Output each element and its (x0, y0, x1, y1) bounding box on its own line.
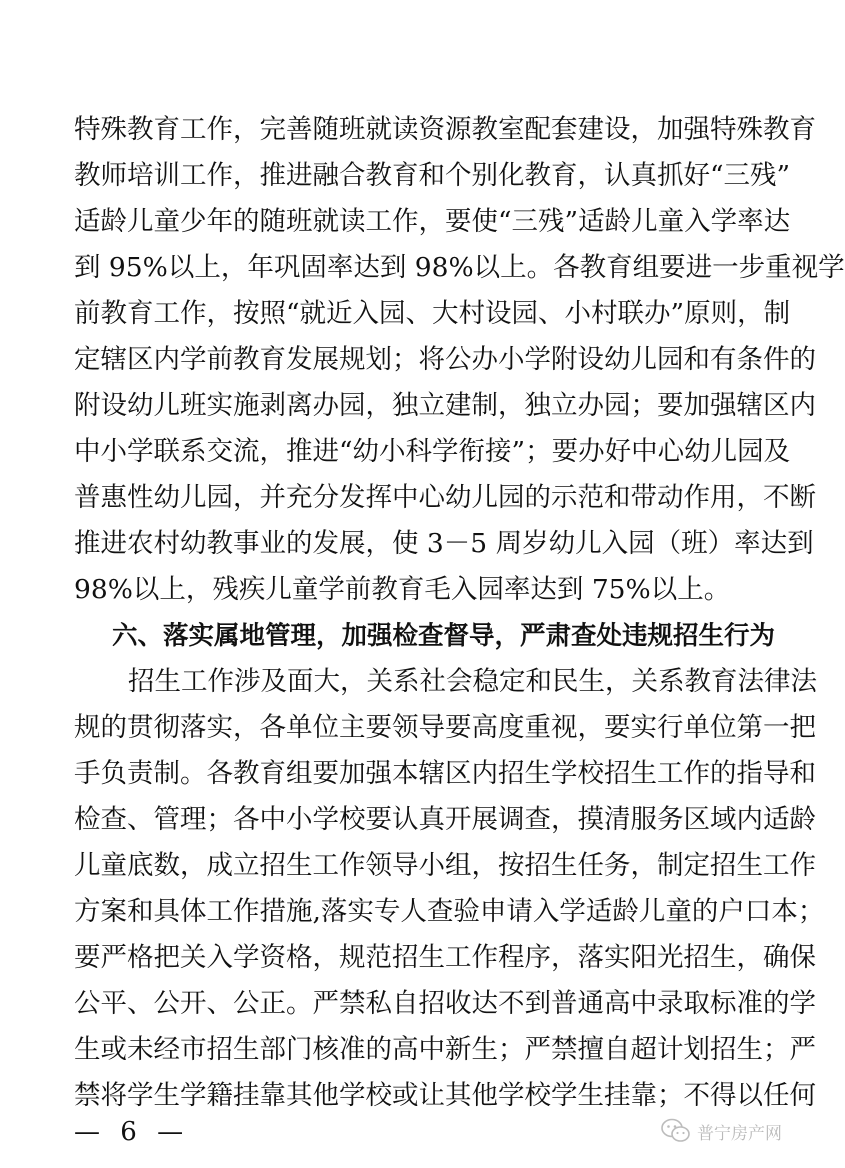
paragraph-line: 检查、管理；各中小学校要认真开展调查，摸清服务区域内适龄 (74, 804, 816, 835)
section-heading: 六、落实属地管理，加强检查督导，严肃查处违规招生行为 (112, 621, 776, 651)
paragraph-line: 附设幼儿班实施剥离办园，独立建制，独立办园；要加强辖区内 (74, 390, 816, 421)
paragraph-line: 推进农村幼教事业的发展，使 3－5 周岁幼儿入园（班）率达到 (74, 528, 814, 559)
paragraph-line: 特殊教育工作，完善随班就读资源教室配套建设，加强特殊教育 (74, 114, 816, 145)
paragraph-line: 定辖区内学前教育发展规划；将公办小学附设幼儿园和有条件的 (74, 344, 816, 375)
paragraph-line: 教师培训工作，推进融合教育和个别化教育，认真抓好“三残” (74, 160, 791, 191)
paragraph-line: 规的贯彻落实，各单位主要领导要高度重视，要实行单位第一把 (74, 712, 816, 743)
paragraph-line: 禁将学生学籍挂靠其他学校或让其他学校学生挂靠；不得以任何 (74, 1080, 816, 1111)
paragraph-line: 前教育工作，按照“就近入园、大村设园、小村联办”原则，制 (74, 298, 791, 329)
paragraph-line: 到 95%以上，年巩固率达到 98%以上。各教育组要进一步重视学 (74, 252, 845, 283)
paragraph-line: 普惠性幼儿园，并充分发挥中心幼儿园的示范和带动作用，不断 (74, 482, 816, 513)
paragraph-line: 适龄儿童少年的随班就读工作，要使“三残”适龄儿童入学率达 (74, 206, 791, 237)
source-watermark (661, 1118, 782, 1144)
paragraph-line: 方案和具体工作措施,落实专人查验申请入学适龄儿童的户口本； (74, 896, 825, 927)
paragraph-line: 儿童底数，成立招生工作领导小组，按招生任务，制定招生工作 (74, 850, 816, 881)
page-number-footer: — 6 — (74, 1117, 190, 1147)
watermark-text: 普宁房产网 (697, 1123, 782, 1144)
paragraph-line-last: 98%以上，残疾儿童学前教育毛入园率达到 75%以上。 (74, 574, 731, 605)
paragraph-line: 公平、公开、公正。严禁私自招收达不到普通高中录取标准的学 (74, 988, 816, 1019)
paragraph-line: 手负责制。各教育组要加强本辖区内招生学校招生工作的指导和 (74, 758, 816, 789)
paragraph-line: 招生工作涉及面大，关系社会稳定和民生，关系教育法律法 (128, 666, 817, 697)
paragraph-line: 生或未经市招生部门核准的高中新生；严禁擅自超计划招生；严 (74, 1034, 816, 1065)
paragraph-line: 要严格把关入学资格，规范招生工作程序，落实阳光招生，确保 (74, 942, 816, 973)
paragraph-line: 中小学联系交流，推进“幼小科学衔接”；要办好中心幼儿园及 (74, 436, 791, 467)
wechat-icon (661, 1118, 691, 1144)
